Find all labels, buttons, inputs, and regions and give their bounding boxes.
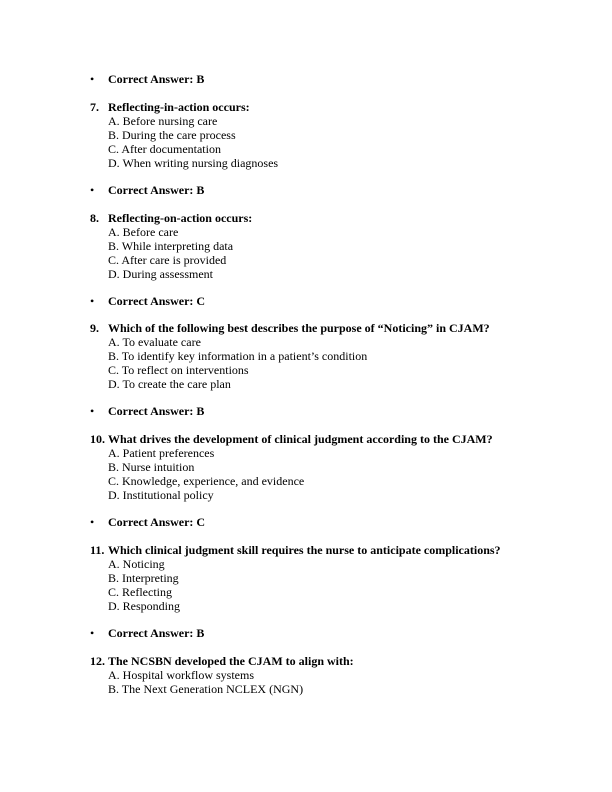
option-b: B. During the care process	[108, 127, 236, 142]
option-d: D. During assessment	[108, 266, 213, 281]
bullet-icon: •	[90, 72, 95, 86]
option-d: D. When writing nursing diagnoses	[108, 155, 279, 170]
question-text: Which clinical judgment skill requires the nurse to anticipate complications?	[108, 543, 501, 557]
option-b: B. Interpreting	[108, 570, 179, 585]
bullet-icon: •	[90, 294, 95, 308]
option-b: B. To identify key information in a patient’s condition	[108, 348, 368, 363]
option-d: D. Responding	[108, 598, 180, 613]
correct-answer-text: Correct Answer: B	[108, 404, 205, 418]
correct-answer-text: Correct Answer: B	[108, 183, 205, 197]
question-text: Which of the following best describes the purpose of “Noticing” in CJAM?	[108, 321, 490, 335]
correct-answer-text: Correct Answer: B	[108, 626, 205, 640]
bullet-icon: •	[90, 626, 95, 640]
question-number: 11.	[90, 543, 105, 557]
option-c: C. After documentation	[108, 141, 221, 156]
option-a: A. Before care	[108, 225, 179, 239]
option-a: A. Before nursing care	[108, 114, 218, 128]
bullet-icon: •	[90, 515, 95, 529]
question-text: Reflecting-on-action occurs:	[108, 211, 253, 225]
correct-answer-text: Correct Answer: B	[108, 72, 205, 86]
option-b: B. Nurse intuition	[108, 459, 195, 474]
option-list	[108, 446, 304, 502]
option-c: C. To reflect on interventions	[108, 362, 249, 377]
option-c: C. Knowledge, experience, and evidence	[108, 473, 305, 488]
option-list	[108, 557, 180, 613]
question-text: The NCSBN developed the CJAM to align with:	[108, 654, 354, 668]
bullet-icon: •	[90, 404, 95, 418]
option-a: A. Noticing	[108, 557, 165, 571]
correct-answer-text: Correct Answer: C	[108, 294, 206, 308]
option-list	[108, 335, 367, 391]
option-list	[108, 225, 233, 281]
option-list	[108, 668, 303, 696]
option-c: C. After care is provided	[108, 252, 227, 267]
option-list	[108, 114, 278, 170]
option-b: B. The Next Generation NCLEX (NGN)	[108, 681, 304, 696]
question-number: 8.	[90, 211, 99, 225]
question-number: 12.	[90, 654, 105, 668]
option-a: A. Patient preferences	[108, 446, 215, 460]
bullet-icon: •	[90, 183, 95, 197]
question-number: 10.	[90, 432, 105, 446]
option-a: A. Hospital workflow systems	[108, 668, 254, 682]
option-d: D. To create the care plan	[108, 376, 231, 391]
question-number: 9.	[90, 321, 99, 335]
question-text: Reflecting-in-action occurs:	[108, 100, 250, 114]
correct-answer-text: Correct Answer: C	[108, 515, 206, 529]
question-number: 7.	[90, 100, 99, 114]
option-c: C. Reflecting	[108, 584, 172, 599]
option-d: D. Institutional policy	[108, 487, 214, 502]
option-b: B. While interpreting data	[108, 238, 234, 253]
question-text: What drives the development of clinical judgment according to the CJAM?	[108, 432, 493, 446]
option-a: A. To evaluate care	[108, 335, 201, 349]
